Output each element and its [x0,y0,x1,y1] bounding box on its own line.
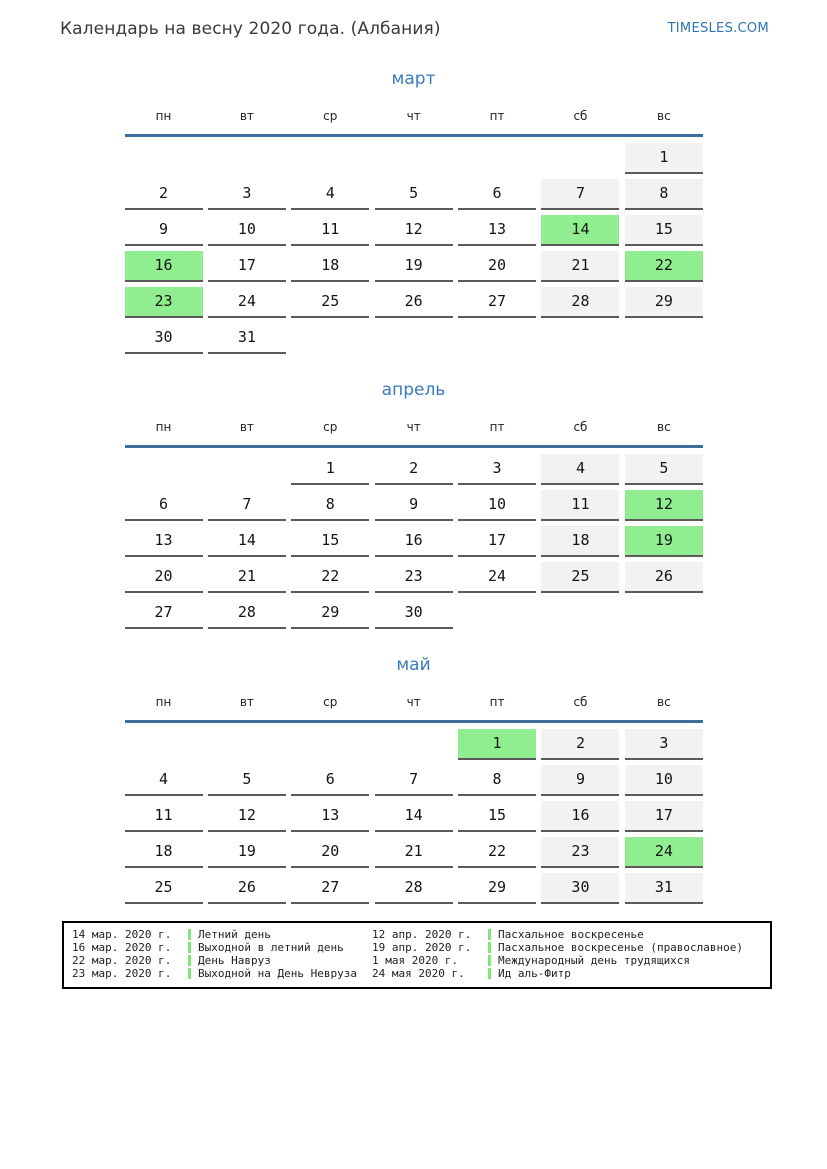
day-cell: 21 [208,562,286,593]
day-cell: 6 [458,179,536,210]
day-cell: 24 [458,562,536,593]
month-март [125,69,703,354]
day-cell-empty [625,598,703,627]
weekday-header: сб [573,109,588,123]
day-cell: 8 [625,179,703,210]
weekday-header: ср [323,109,338,123]
legend-date: 16 мар. 2020 г. [72,941,172,954]
weekday-underline [125,134,703,137]
weekday-header: вс [657,695,671,709]
day-cell: 28 [208,598,286,629]
weekday-header: пт [489,695,505,709]
day-cell: 10 [458,490,536,521]
legend-label: Выходной в летний день [198,941,344,954]
legend-color-bar [188,942,191,953]
legend-item [372,941,743,954]
day-cell: 18 [291,251,369,282]
day-cell: 3 [208,179,286,210]
legend-label: Международный день трудящихся [498,954,691,967]
legend-color-bar [188,929,191,940]
legend-date: 22 мар. 2020 г. [72,954,172,967]
day-cell: 31 [625,873,703,904]
day-cell: 3 [625,729,703,760]
day-cell: 5 [625,454,703,485]
legend-label: Пасхальное воскресенье [498,928,644,941]
day-cell: 17 [208,251,286,282]
legend-date: 1 мая 2020 г. [372,954,459,967]
day-cell: 18 [125,837,203,868]
day-grid [125,143,703,354]
day-cell: 4 [291,179,369,210]
legend-item [372,967,743,980]
day-cell: 6 [291,765,369,796]
day-cell: 24 [625,837,703,868]
weekday-header: вс [657,109,671,123]
day-cell: 15 [625,215,703,246]
legend-date: 14 мар. 2020 г. [72,928,172,941]
day-cell: 18 [541,526,619,557]
day-cell: 29 [291,598,369,629]
day-cell: 21 [541,251,619,282]
day-cell: 4 [125,765,203,796]
weekday-header: ср [323,420,338,434]
legend-color-bar [488,968,491,979]
day-cell: 15 [291,526,369,557]
day-cell: 26 [625,562,703,593]
day-cell-empty [625,323,703,352]
day-cell-empty [458,323,536,352]
weekday-header: ср [323,695,338,709]
weekday-header: вт [239,109,254,123]
month-title: апрель [381,380,446,400]
day-cell: 30 [375,598,453,629]
day-cell: 25 [541,562,619,593]
day-cell: 26 [208,873,286,904]
month-title: март [391,69,436,89]
weekday-header: вт [239,695,254,709]
day-grid [125,729,703,904]
day-cell: 11 [291,215,369,246]
day-cell: 19 [375,251,453,282]
day-cell: 23 [125,287,203,318]
day-cell: 13 [125,526,203,557]
month-май [125,655,703,904]
day-cell: 19 [625,526,703,557]
day-cell-empty [375,143,453,172]
day-cell: 2 [125,179,203,210]
legend-item [72,967,372,980]
day-cell: 17 [625,801,703,832]
day-cell-empty [541,323,619,352]
day-cell: 16 [125,251,203,282]
day-cell: 31 [208,323,286,354]
day-cell-empty [208,143,286,172]
day-cell: 27 [458,287,536,318]
day-cell: 1 [625,143,703,174]
day-cell: 12 [375,215,453,246]
day-cell-empty [375,323,453,352]
day-cell: 30 [125,323,203,354]
day-cell: 29 [458,873,536,904]
day-grid [125,454,703,629]
day-cell: 2 [541,729,619,760]
day-cell: 5 [208,765,286,796]
weekday-header-row [125,695,703,710]
legend-date: 12 апр. 2020 г. [372,928,472,941]
day-cell-empty [541,598,619,627]
legend-date: 23 мар. 2020 г. [72,967,172,980]
day-cell-empty [125,143,203,172]
day-cell: 23 [541,837,619,868]
day-cell-empty [291,729,369,758]
day-cell: 14 [375,801,453,832]
day-cell: 12 [208,801,286,832]
day-cell: 3 [458,454,536,485]
day-cell: 20 [125,562,203,593]
day-cell: 23 [375,562,453,593]
day-cell: 16 [541,801,619,832]
legend-label: День Навруз [198,954,271,967]
day-cell: 21 [375,837,453,868]
page-title: Календарь на весну 2020 года. (Албания) [60,19,441,39]
day-cell: 11 [541,490,619,521]
day-cell: 19 [208,837,286,868]
day-cell: 13 [291,801,369,832]
legend-item [72,941,372,954]
day-cell: 6 [125,490,203,521]
legend-color-bar [188,955,191,966]
weekday-header: вт [239,420,254,434]
legend-label: Пасхальное воскресенье (православное) [498,941,744,954]
day-cell: 27 [125,598,203,629]
day-cell: 20 [291,837,369,868]
day-cell: 28 [541,287,619,318]
day-cell-empty [541,143,619,172]
day-cell: 15 [458,801,536,832]
weekday-header: чт [406,695,421,709]
day-cell-empty [375,729,453,758]
page-header [0,0,827,39]
day-cell: 7 [541,179,619,210]
weekday-header: чт [406,109,421,123]
day-cell: 14 [208,526,286,557]
day-cell: 25 [125,873,203,904]
day-cell: 4 [541,454,619,485]
day-cell-empty [125,454,203,483]
day-cell: 26 [375,287,453,318]
day-cell: 30 [541,873,619,904]
weekday-header-row [125,109,703,124]
legend-item [72,954,372,967]
day-cell: 16 [375,526,453,557]
day-cell: 12 [625,490,703,521]
day-cell: 17 [458,526,536,557]
weekday-header: чт [406,420,421,434]
day-cell: 5 [375,179,453,210]
day-cell: 27 [291,873,369,904]
brand-link[interactable]: TIMESLES.COM [667,21,769,36]
day-cell-empty [208,729,286,758]
day-cell-empty [458,598,536,627]
day-cell: 13 [458,215,536,246]
legend-column [372,928,743,980]
day-cell: 20 [458,251,536,282]
legend-color-bar [488,942,491,953]
legend-color-bar [488,955,491,966]
weekday-header: вс [657,420,671,434]
weekday-header-row [125,420,703,435]
day-cell: 22 [458,837,536,868]
weekday-header: пн [155,109,172,123]
day-cell: 7 [208,490,286,521]
legend-box [62,921,772,989]
day-cell: 1 [458,729,536,760]
day-cell-empty [291,323,369,352]
legend-label: Летний день [198,928,271,941]
months [125,69,703,904]
weekday-header: пн [155,695,172,709]
legend-item [372,954,743,967]
legend-item [72,928,372,941]
day-cell: 11 [125,801,203,832]
legend-color-bar [488,929,491,940]
day-cell: 22 [625,251,703,282]
legend-column [72,928,372,980]
day-cell: 9 [125,215,203,246]
day-cell: 28 [375,873,453,904]
day-cell: 25 [291,287,369,318]
day-cell: 2 [375,454,453,485]
legend-date: 24 мая 2020 г. [372,967,465,980]
day-cell-empty [208,454,286,483]
weekday-header: сб [573,420,588,434]
day-cell-empty [291,143,369,172]
day-cell: 22 [291,562,369,593]
day-cell-empty [458,143,536,172]
day-cell: 10 [208,215,286,246]
weekday-header: пт [489,109,505,123]
legend-label: Ид аль-Фитр [498,967,571,980]
weekday-header: сб [573,695,588,709]
day-cell: 1 [291,454,369,485]
weekday-header: пн [155,420,172,434]
day-cell: 14 [541,215,619,246]
legend-item [372,928,743,941]
month-title: май [396,655,431,675]
day-cell: 8 [291,490,369,521]
legend-label: Выходной на День Невруза [198,967,357,980]
weekday-underline [125,445,703,448]
day-cell: 24 [208,287,286,318]
legend-color-bar [188,968,191,979]
day-cell-empty [125,729,203,758]
weekday-underline [125,720,703,723]
day-cell: 8 [458,765,536,796]
day-cell: 7 [375,765,453,796]
day-cell: 29 [625,287,703,318]
legend-date: 19 апр. 2020 г. [372,941,472,954]
month-апрель [125,380,703,629]
day-cell: 10 [625,765,703,796]
day-cell: 9 [541,765,619,796]
day-cell: 9 [375,490,453,521]
weekday-header: пт [489,420,505,434]
